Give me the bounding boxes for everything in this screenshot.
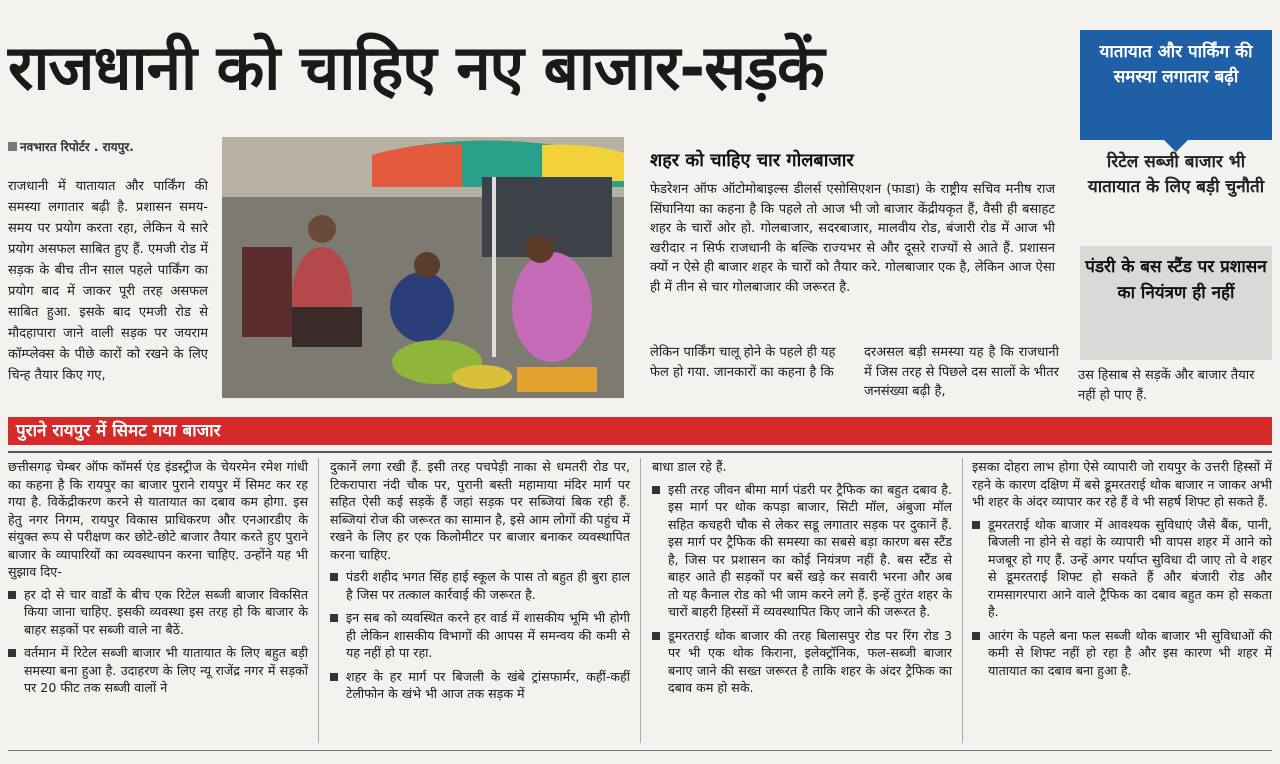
bullet-item <box>972 516 1272 621</box>
section-band-title: पुराने रायपुर में सिमट गया बाजार <box>16 421 221 441</box>
bottom-column-3 <box>652 458 952 703</box>
headline: राजधानी को चाहिए नए बाजार-सड़कें <box>8 31 824 104</box>
bullet-text: पंडरी शहीद भगत सिंह हाई स्कूल के पास तो बहुत ही बुरा हाल है जिस पर तत्काल कार्रवाई की जरूरत है. <box>346 569 630 602</box>
bullet-text: हर दो से चार वार्डों के बीच एक रिटेल सब्जी बाजार विकसित किया जाना चाहिए. इसकी व्यवस्था इस तरह हो कि बाजार के बाहर सड़कों पर सब्जी वाले ना बैठें. <box>24 586 308 637</box>
bullet-text: डूमरतराई थोक बाजार की तरह बिलासपुर रोड पर रिंग रोड 3 पर भी एक थोक किराना, इलेक्ट्रॉनिक, फल-सब्जी बाजार बनाए जाने की सख्त जरूरत है ताकि शहर के अंदर ट्रैफिक का दबाव कम हो सके. <box>668 627 952 695</box>
text-column-c: उस हिसाब से सड़कें और बाजार तैयार नहीं हो पाए हैं. <box>1078 368 1255 403</box>
subhead: शहर को चाहिए चार गोलबाजार <box>650 150 854 171</box>
bullet-text: वर्तमान में रिटेल सब्जी बाजार भी यातायात के लिए बहुत बड़ी समस्या बना हुआ है. उदाहरण के लिए न्यू राजेंद्र नगर में सड़कों पर 20 फीट तक सब्जी वालों ने <box>24 645 308 695</box>
square-bullet-icon <box>330 614 338 622</box>
section-band <box>8 417 1272 445</box>
body-top-text: फेडरेशन ऑफ ऑटोमोबाइल्स डीलर्स एसोसिएशन (फाडा) के राष्ट्रीय सचिव मनीष राज सिंघानिया का कहना है कि पहले तो आज भी जो बाजार केंद्रीयकृत हैं, वैसी ही बसाहट शहर के चारों ओर हो. गोलबाजार, सदरबाजार, मालवीय रोड, बंजारी रोड में आज भी खरीदार न सिर्फ राजधानी के बल्कि राज्यभर से और दूसरे राज्यों से आते हैं. प्रशासन क्यों न ऐसे ही बाजार शहर के चारों को तैयार करे. गोलबाजार एक है, लेकिन आज ऐसा ही में तीन से चार गोलबाजार की जरूरत है. <box>650 182 1055 295</box>
bullet-item <box>8 644 308 697</box>
square-bullet-icon <box>8 142 17 151</box>
square-bullet-icon <box>972 521 980 529</box>
text-column-a: लेकिन पार्किंग चालू होने के पहले ही यह फेल हो गया. जानकारों का कहना है कि <box>650 345 836 380</box>
bullet-text: इसी तरह जीवन बीमा मार्ग पंडरी पर ट्रैफिक का बहुत दबाव है. इस मार्ग पर थोक कपड़ा बाजार, सिटी मॉल, अंबुजा मॉल सहित कचहरी चौक से लेकर सडू लगातार सड़क पर दुकानें हैं. इस मार्ग पर ट्रैफिक की समस्या का सबसे बड़ा कारण बस स्टैंड है, जिस पर प्रशासन का कोई नियंत्रण नहीं है. बस स्टैंड से बाहर आते ही सड़कों पर बसें खड़े कर सवारी भरना और अब तो यह कैनाल रोड को भी जाम करने लगे हैं. इन्हें तुरंत शहर के चारों बाहरी हिस्सों में व्यवस्थापित किए जाने की जरूरत है. <box>668 481 952 619</box>
bullet-text: इन सब को व्यवस्थित करने हर वार्ड में शासकीय भूमि भी होगी ही लेकिन शासकीय विभागों की आपस में समन्वय की कमी से यह नहीं हो पा रहा. <box>346 610 630 660</box>
sidebar-highlight-middle: रिटेल सब्जी बाजार भी यातायात के लिए बड़ी चुनौती <box>1087 152 1265 197</box>
bullet-item <box>8 586 308 639</box>
intro-column: राजधानी में यातायात और पार्किंग की समस्या लगातार बढ़ी है. प्रशासन समय-समय पर प्रयोग करता रहा, लेकिन ये सारे प्रयोग असफल साबित हुए हैं. एमजी रोड में सड़क के बीच तीन साल पहले पार्किंग का प्रयोग बाद में जाकर पूरी तरह असफल साबित हुआ. इसके बाद एमजी रोड से मौदहापारा जाने वाली सड़क पर जयराम कॉम्प्लेक्स के पीछे कारों को रखने के लिए चिन्ह तैयार किए गए, <box>8 179 208 383</box>
bullet-item <box>330 609 630 662</box>
divider-rule <box>8 451 1272 453</box>
bottom-rule <box>8 750 1272 751</box>
bullet-text: आरंग के पहले बना फल सब्जी थोक बाजार भी सुविधाओं की कमी से शिफ्ट नहीं हो रहा है और इस कारण भी शहर में यातायात का दबाव बना हुआ है. <box>988 627 1272 678</box>
market-photo-illustration <box>222 137 624 398</box>
bullet-item <box>652 481 952 621</box>
text-column-b: दरअसल बड़ी समस्या यह है कि राजधानी में जिस तरह से पिछले दस सालों के भीतर जनसंख्या बढ़ी है, <box>864 345 1059 399</box>
square-bullet-icon <box>330 673 338 681</box>
square-bullet-icon <box>972 632 980 640</box>
bullet-item <box>652 627 952 697</box>
column-divider <box>640 458 641 743</box>
bottom-column-1 <box>8 458 308 703</box>
bullet-item <box>972 627 1272 680</box>
bottom-column-4 <box>972 458 1272 685</box>
bottom-col2-paragraph: दुकानें लगा रखी हैं. इसी तरह पचपेड़ी नाका से धमतरी रोड पर, टिकरापारा नंदी चौक पर, पुरानी बस्ती महामाया मंदिर मार्ग पर सहित ऐसी कई सड़कें हैं जहां सड़क पर सब्जियां बिक रही हैं. सब्जियां रोज की जरूरत का सामान है, इसे आम लोगों की पहुंच में रखने के लिए हर एक किलोमीटर पर बाजार बनाकर व्यवस्थापित करना चाहिए. <box>330 459 630 562</box>
square-bullet-icon <box>330 573 338 581</box>
sidebar-highlight-blue: यातायात और पार्किंग की समस्या लगातार बढ़ी <box>1080 30 1272 140</box>
square-bullet-icon <box>652 486 660 494</box>
bottom-column-2 <box>330 458 630 709</box>
bullet-item <box>330 568 630 603</box>
bottom-col3-paragraph: बाधा डाल रहे हैं. <box>652 459 727 474</box>
byline-text: नवभारत रिपोर्टर . रायपुर. <box>20 140 134 154</box>
sidebar-highlight-grey: पंडरी के बस स्टैंड पर प्रशासन का नियंत्रण ही नहीं <box>1080 246 1272 360</box>
bullet-item <box>330 668 630 703</box>
market-photo <box>222 137 624 398</box>
bullet-text: शहर के हर मार्ग पर बिजली के खंबे ट्रांसफार्मर, कहीं-कहीं टेलीफोन के खंभे भी आज तक सड़क में <box>346 668 630 701</box>
bottom-col1-paragraph: छत्तीसगढ़ चेम्बर ऑफ कॉमर्स एंड इंडस्ट्रीज के चेयरमेन रमेश गांधी का कहना है कि रायपुर का बाजार पुराने रायपुर में सिमट कर रह गया है. विकेंद्रीकरण करने से यातायात का दबाव कम होगा. इस हेतु नगर निगम, रायपुर विकास प्राधिकरण और एनआरडीए के संयुक्त रूप से परीक्षण कर छोटे-छोटे बाजार तैयार करते हुए पुराने बाजार के व्यापारियों का व्यवस्थापन करना चाहिए. उन्होंने यह भी सुझाव दिए- <box>8 459 308 579</box>
column-divider <box>318 458 319 743</box>
bottom-col4-paragraph: इसका दोहरा लाभ होगा ऐसे व्यापारी जो रायपुर के उत्तरी हिस्सों में रहने के कारण दक्षिण में बसे डूमरतराई थोक बाजार न जाकर अभी भी शहर के अंदर व्यापार कर रहे हैं वे भी सहर्ष शिफ्ट हो सकते हैं. <box>972 459 1272 509</box>
square-bullet-icon <box>652 632 660 640</box>
square-bullet-icon <box>8 591 16 599</box>
square-bullet-icon <box>8 649 16 657</box>
byline <box>8 138 208 155</box>
sidebar <box>1080 30 1272 360</box>
bullet-text: डूमरतराई थोक बाजार में आवश्यक सुविधाएं जैसे बैंक, पानी, बिजली ना होने से वहां के व्यापारी भी वापस शहर में आने को मजबूर हो गए हैं. उन्हें अगर पर्याप्त सुविधा दी जाए तो वे शहर से डूमरतराई शिफ्ट हो सकते हैं और बंजारी रोड और रामसागरपारा आने वाले ट्रैफिक का दबाव बहुत कम हो सकता है. <box>988 516 1272 619</box>
column-divider <box>962 458 963 743</box>
